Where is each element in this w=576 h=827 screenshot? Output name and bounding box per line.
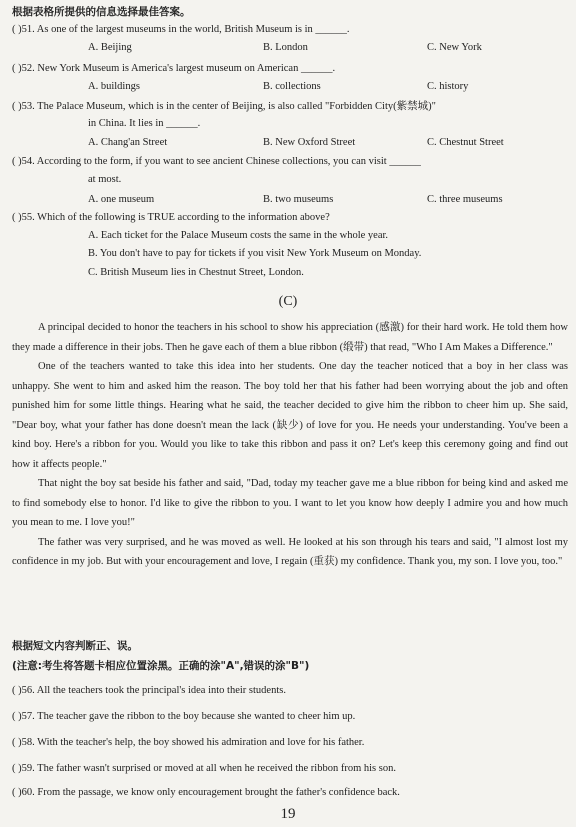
passage-paragraph-4: The father was very surprised, and he was moved as well. He looked at his son through his tears and said, "I almost lost my confidence in my job. But with your encouragement and love, I regain (重获) my confidence. Thank you, my son. I love you, too.": [12, 536, 568, 567]
section-c-title: (C): [278, 294, 298, 309]
question-51-option-b: B. London: [263, 42, 308, 53]
question-55-option-b: B. You don't have to pay for tickets if you visit New York Museum on Monday.: [88, 248, 422, 259]
question-55-stem: ( )55. Which of the following is TRUE according to the information above?: [12, 212, 330, 223]
statement-57: ( )57. The teacher gave the ribbon to the boy because she wanted to cheer him up.: [12, 711, 356, 722]
question-54-option-a: A. one museum: [88, 194, 155, 205]
statement-56: ( )56. All the teachers took the principal's idea into their students.: [12, 685, 286, 696]
passage-paragraph-1: A principal decided to honor the teachers in his school to show his appreciation (感激) for their hard work. He told them how they made a difference in their jobs. Then he gave each of them a blue ribbon (缎带) that read, "Who I Am Makes a Difference.": [12, 322, 568, 353]
question-52-option-c: C. history: [427, 81, 469, 92]
section-c-instruction: 根据短文内容判断正、误。: [12, 640, 138, 652]
answer-sheet-note: (注意:考生将答题卡相应位置涂黑。正确的涂"A",错误的涂"B"): [12, 660, 310, 672]
question-54-option-c: C. three museums: [427, 194, 503, 205]
page-number: 19: [280, 806, 296, 822]
statement-60: ( )60. From the passage, we know only encouragement brought the father's confidence back.: [12, 787, 400, 798]
question-52-stem: ( )52. New York Museum is America's largest museum on American ______.: [12, 63, 336, 74]
question-53-stem: ( )53. The Palace Museum, which is in the center of Beijing, is also called "Forbidden City(紫禁城)": [12, 101, 436, 112]
question-54-stem: ( )54. According to the form, if you want to see ancient Chinese collections, you can visit ______: [12, 156, 421, 167]
question-53-stem-cont: in China. It lies in ______.: [88, 118, 201, 129]
question-51-option-c: C. New York: [427, 42, 482, 53]
passage: [12, 318, 568, 572]
passage-paragraph-2: One of the teachers wanted to take this idea into her students. One day the teacher noticed that a boy in her class was unhappy. She went to him and asked him the reason. The boy told her that his father had been worrying about the job and often punished him for some little things. Hearing what he said, the teacher decided to give him the ribbon to cheer him up. She said, "Dear boy, what your father has done doesn't mean the lack (缺少) of love for you. He needs your understanding. You've been a kind boy. Here's a ribbon for you. Would you like to take this ribbon and pass it on? Let's keep this ceremony going and find out how it affects people.": [12, 361, 568, 470]
question-52-option-a: A. buildings: [88, 81, 140, 92]
question-54-option-b: B. two museums: [263, 194, 334, 205]
question-55-option-c: C. British Museum lies in Chestnut Street, London.: [88, 267, 304, 278]
question-53-option-c: C. Chestnut Street: [427, 137, 504, 148]
passage-paragraph-3: That night the boy sat beside his father and said, "Dad, today my teacher gave me a blue ribbon for being kind and asked me to find somebody else to honor. I'd like to give the ribbon to you. I want to let you know how deeply I admire you and how much you mean to me. I love you!": [12, 478, 568, 528]
question-53-option-b: B. New Oxford Street: [263, 137, 356, 148]
question-52-option-b: B. collections: [263, 81, 321, 92]
question-51-option-a: A. Beijing: [88, 42, 132, 53]
statement-59: ( )59. The father wasn't surprised or moved at all when he received the ribbon from his son.: [12, 763, 396, 774]
question-51-stem: ( )51. As one of the largest museums in the world, British Museum is in ______.: [12, 24, 350, 35]
question-55-option-a: A. Each ticket for the Palace Museum costs the same in the whole year.: [88, 230, 389, 241]
question-53-option-a: A. Chang'an Street: [88, 137, 168, 148]
section-b-instruction: 根据表格所提供的信息选择最佳答案。: [12, 6, 191, 18]
statement-58: ( )58. With the teacher's help, the boy showed his admiration and love for his father.: [12, 737, 365, 748]
question-54-stem-cont: at most.: [88, 174, 122, 185]
